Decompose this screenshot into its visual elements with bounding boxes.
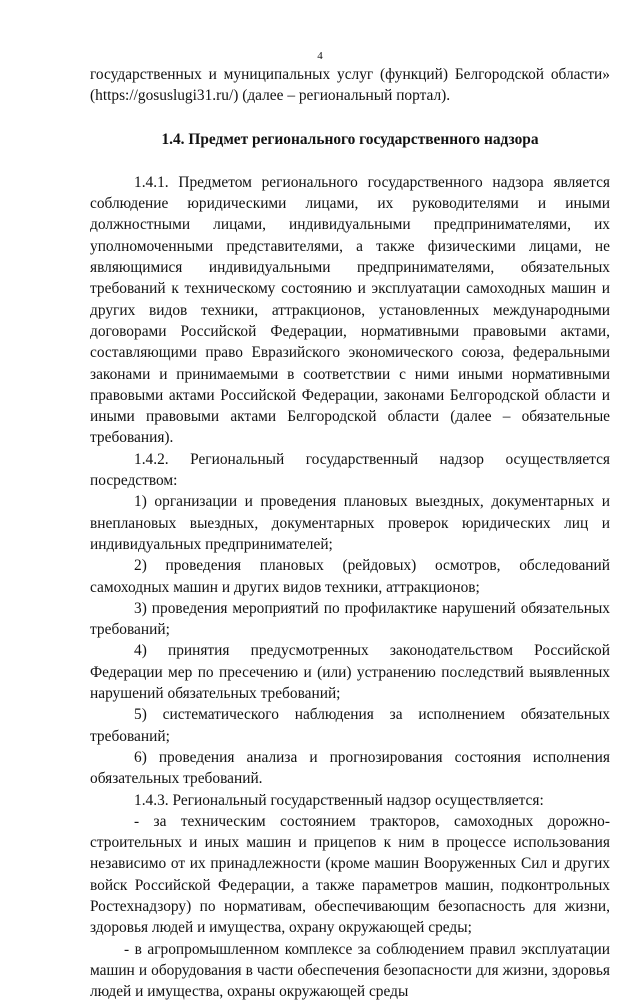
- list-item: 1) организации и проведения плановых выездных, документарных и внеплановых выездных, документарных проверок юридических лиц и индивидуальных предпринимателей;: [90, 493, 610, 553]
- list-item: 4) принятия предусмотренных законодательством Российской Федерации мер по пресечению и (или) устранению последствий выявленных нарушений обязательных требований;: [90, 642, 610, 703]
- section-heading: 1.4. Предмет регионального государственного надзора: [161, 130, 539, 148]
- list-item: 5) систематического наблюдения за исполнением обязательных требований;: [90, 706, 610, 745]
- paragraph-1-4-2: 1.4.2. Региональный государственный надзор осуществляется посредством:: [90, 450, 610, 490]
- list-item: 3) проведения мероприятий по профилактике нарушений обязательных требований;: [90, 599, 610, 639]
- paragraph-1-4-1: 1.4.1. Предметом регионального государственного надзора является соблюдение юридическими лицами, их руководителями и иными должностными лицами, индивидуальными предпринимателями, их уполномоченными представителями, а также физическими лицами, не являющимися индивидуальными предпринимателями, обязательных требований к техническому состоянию и эксплуатации самоходных машин и других видов техники, аттракционов, установленных международными договорами Российской Федерации, нормативными правовыми актами, составляющими право Евразийского экономического союза, федеральными законами и принимаемыми в соответствии с ними иными нормативными правовыми актами Российской Федерации, законами Белгородской области и иными правовыми актами Белгородской области (далее – обязательные требования).: [90, 173, 610, 447]
- dash-list-item: - за техническим состоянием тракторов, самоходных дорожно-строительных и иных машин и прицепов к ним в процессе использования независимо от их принадлежности (кроме машин Вооруженных Сил и других войск Российской Федерации, а также параметров машин, подконтрольных Ростехнадзору) по нормативам, обеспечивающим безопасность для жизни, здоровья людей и имущества, охрану окружающей среды;: [90, 812, 610, 937]
- intro-paragraph: государственных и муниципальных услуг (функций) Белгородской области» (https://gosuslugi31.ru/) (далее – региональный портал).: [90, 66, 610, 105]
- paragraph-1-4-3: 1.4.3. Региональный государственный надзор осуществляется:: [134, 791, 544, 809]
- document-body: [90, 64, 610, 1002]
- dash-list-item: - в агропромышленном комплексе за соблюдением правил эксплуатации машин и оборудования в части обеспечения безопасности для жизни, здоровья людей и имущества, охраны окружающей среды: [90, 940, 610, 1001]
- list-item: 6) проведения анализа и прогнозирования состояния исполнения обязательных требований.: [90, 748, 610, 788]
- list-item: 2) проведения плановых (рейдовых) осмотров, обследований самоходных машин и других видов техники, аттракционов;: [90, 557, 610, 596]
- page-number: 4: [317, 50, 323, 62]
